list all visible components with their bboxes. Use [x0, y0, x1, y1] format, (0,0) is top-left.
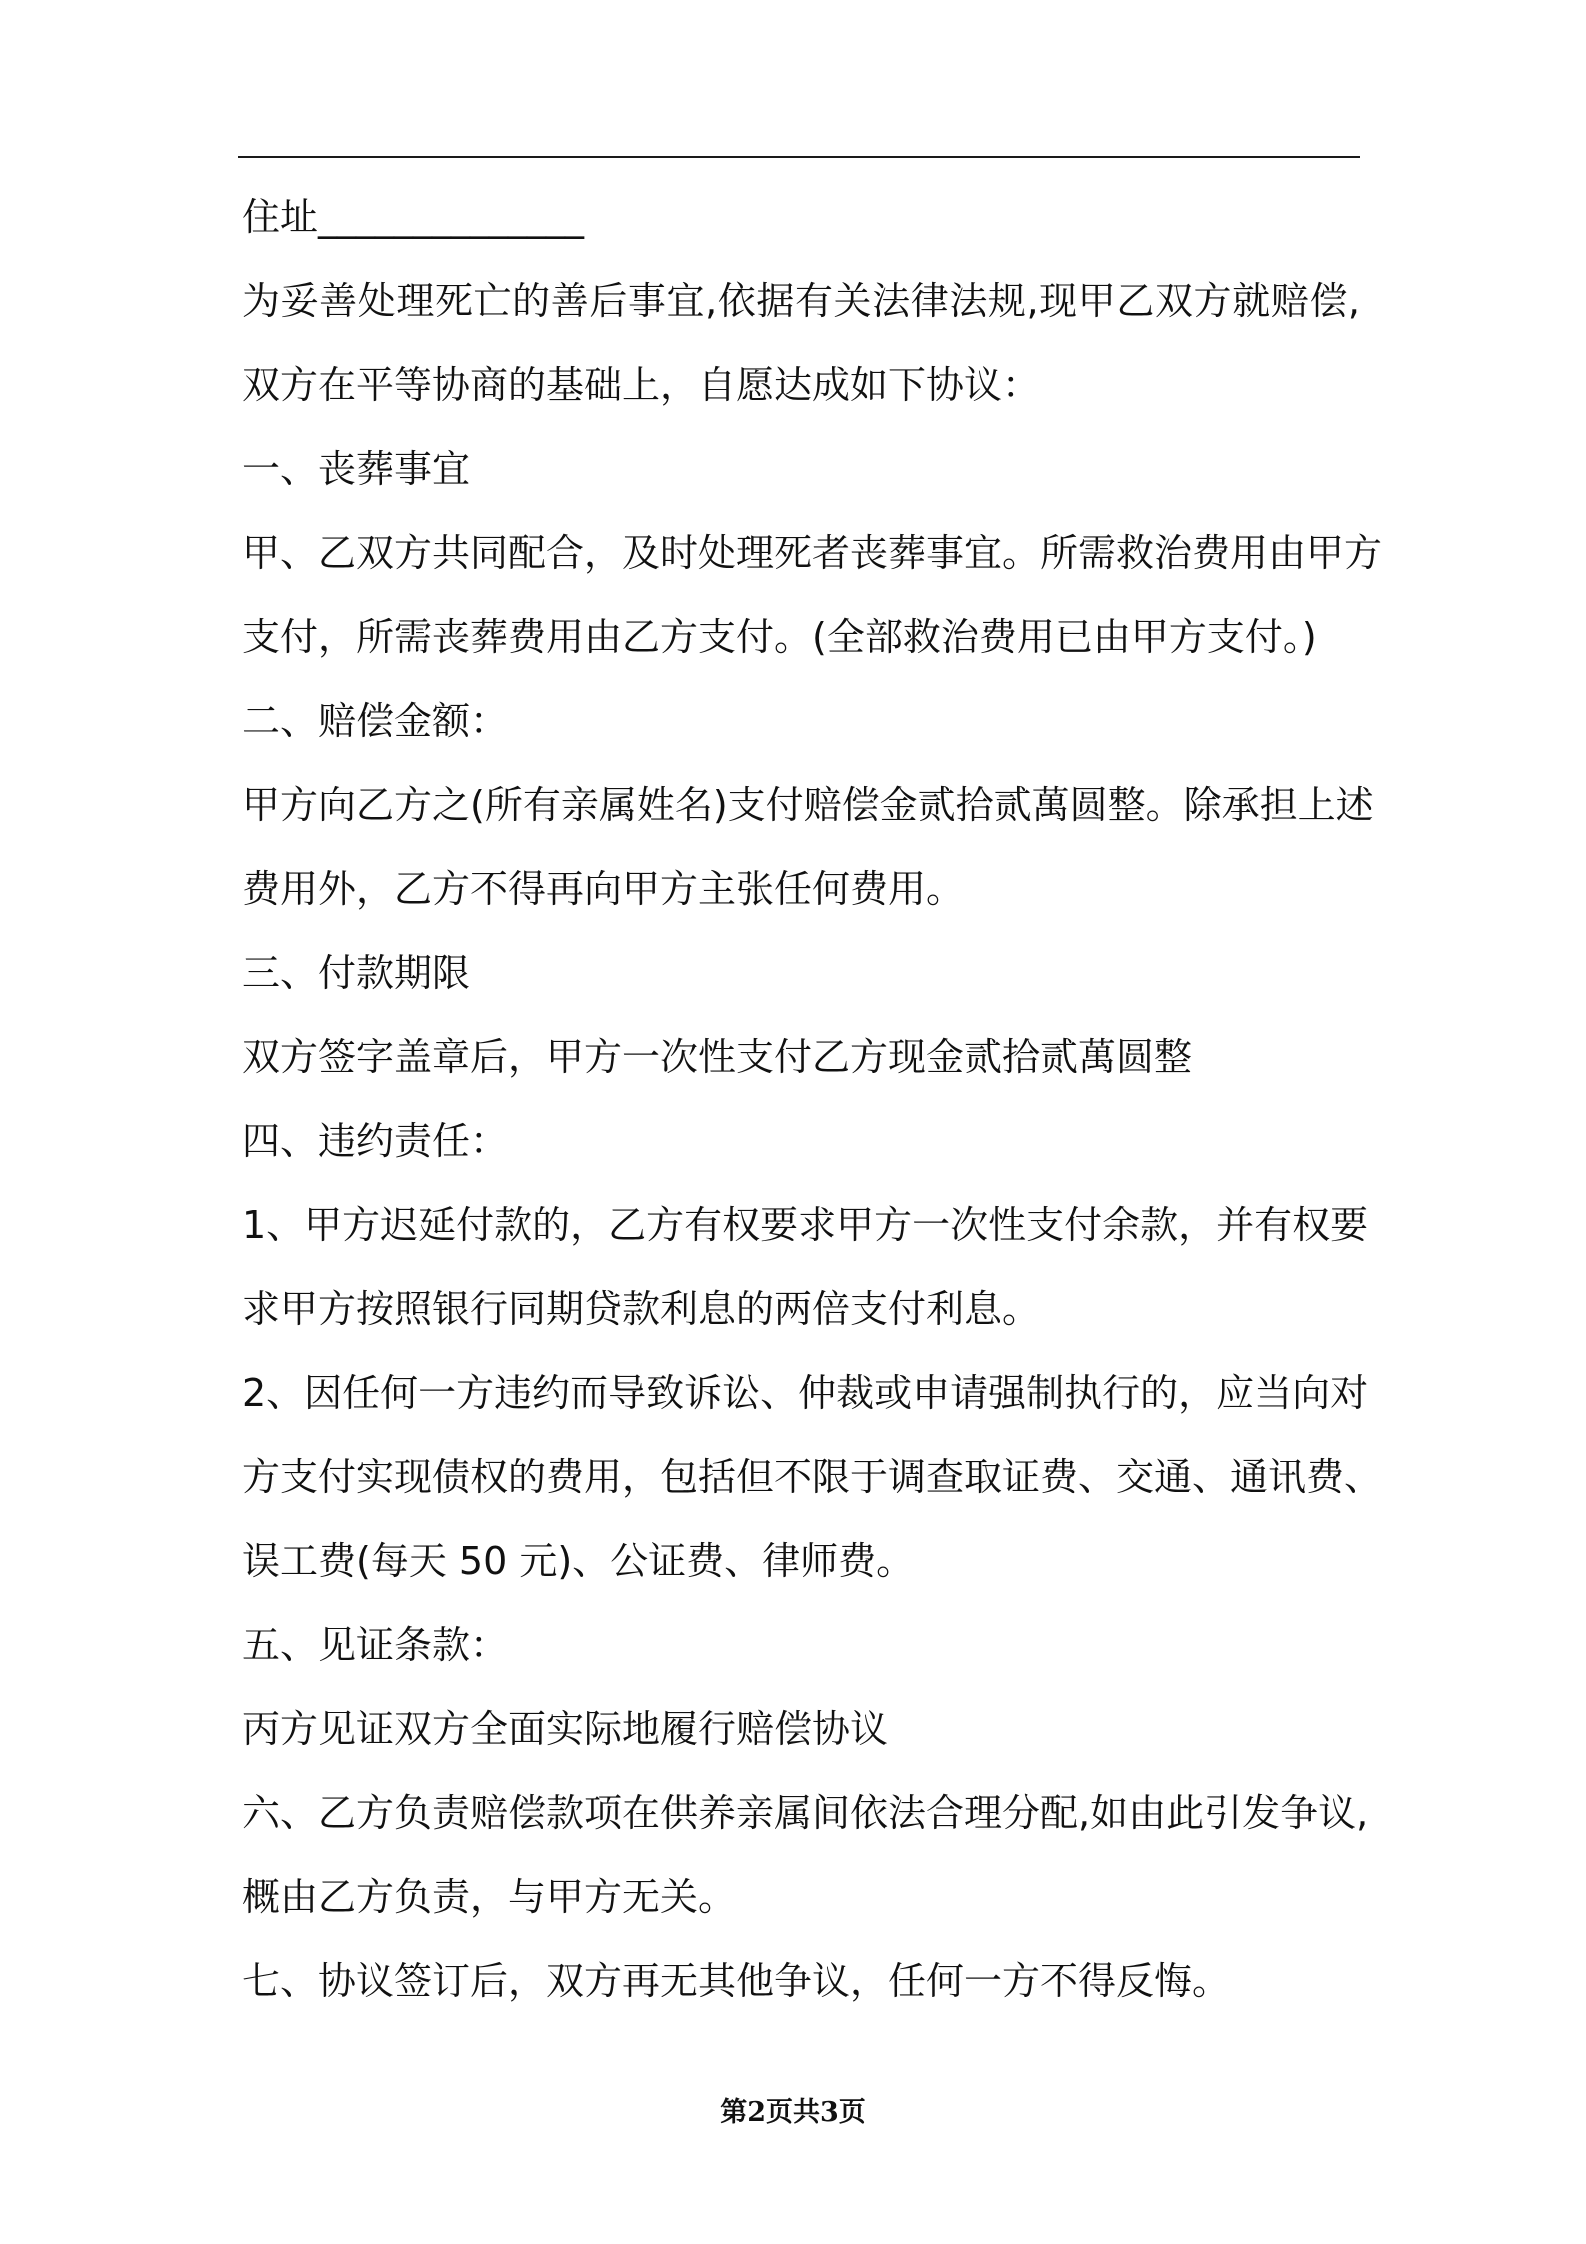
address-line: 住址______________ — [242, 195, 585, 239]
amount-paragraph-line-2: 费用外，乙方不得再向甲方主张任何费用。 — [242, 867, 965, 911]
section-heading-funeral: 一、丧葬事宜 — [242, 447, 471, 491]
section-heading-payment-term: 三、付款期限 — [242, 951, 471, 995]
funeral-paragraph-line-2: 支付，所需丧葬费用由乙方支付。(全部救治费用已由甲方支付。) — [242, 615, 1317, 659]
breach-clause-2-line-3: 误工费(每天 50 元)、公证费、律师费。 — [242, 1539, 915, 1583]
header-rule — [238, 156, 1360, 158]
intro-line-1: 为妥善处理死亡的善后事宜,依据有关法律法规,现甲乙双方就赔偿, — [242, 279, 1360, 323]
section-heading-breach: 四、违约责任： — [242, 1119, 509, 1163]
section-heading-witness: 五、见证条款： — [242, 1623, 509, 1667]
page-number-footer: 第2页共3页 — [720, 2097, 866, 2128]
payment-term-paragraph: 双方签字盖章后，甲方一次性支付乙方现金贰拾贰萬圆整 — [242, 1035, 1193, 1079]
funeral-paragraph-line-1: 甲、乙双方共同配合，及时处理死者丧葬事宜。所需救治费用由甲方 — [242, 531, 1383, 575]
section-heading-amount: 二、赔偿金额： — [242, 699, 509, 743]
final-clause: 七、协议签订后，双方再无其他争议，任何一方不得反悔。 — [242, 1959, 1231, 2003]
distribution-clause-line-1: 六、乙方负责赔偿款项在供养亲属间依法合理分配,如由此引发争议, — [242, 1791, 1369, 1835]
distribution-clause-line-2: 概由乙方负责，与甲方无关。 — [242, 1875, 737, 1919]
intro-line-2: 双方在平等协商的基础上，自愿达成如下协议： — [242, 363, 1041, 407]
amount-paragraph-line-1: 甲方向乙方之(所有亲属姓名)支付赔偿金贰拾贰萬圆整。除承担上述 — [242, 783, 1374, 827]
breach-clause-2-line-1: 2、因任何一方违约而导致诉讼、仲裁或申请强制执行的，应当向对 — [242, 1371, 1369, 1415]
witness-paragraph: 丙方见证双方全面实际地履行赔偿协议 — [242, 1707, 889, 1751]
breach-clause-1-line-2: 求甲方按照银行同期贷款利息的两倍支付利息。 — [242, 1287, 1041, 1331]
breach-clause-1-line-1: 1、甲方迟延付款的，乙方有权要求甲方一次性支付余款，并有权要 — [242, 1203, 1369, 1247]
breach-clause-2-line-2: 方支付实现债权的费用，包括但不限于调查取证费、交通、通讯费、 — [242, 1455, 1383, 1499]
